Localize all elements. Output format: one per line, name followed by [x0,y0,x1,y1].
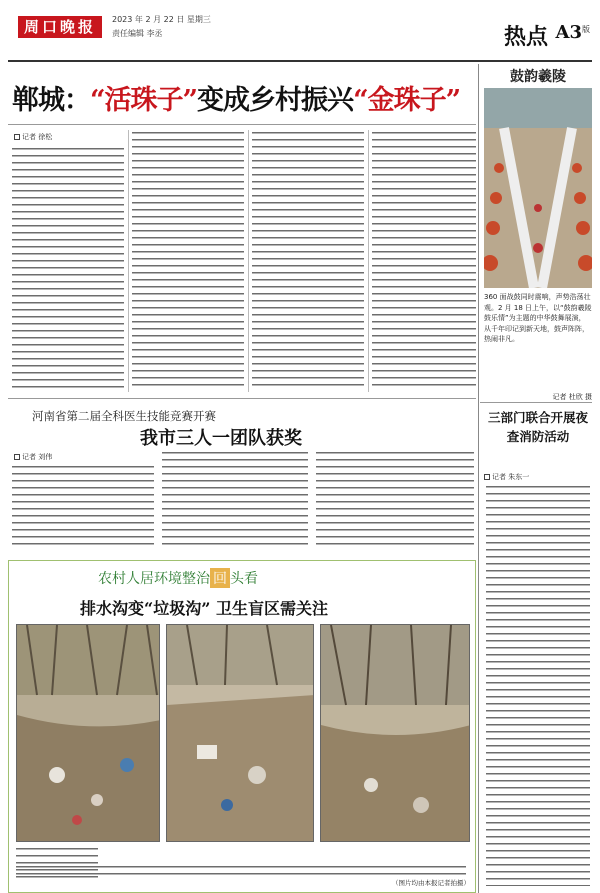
article-column [252,132,364,388]
headline-middle: 变成乡村振兴 [197,85,354,116]
feature-kicker-highlight: 回 [210,568,230,588]
sidebar-byline: 记者 朱东一 [484,472,529,482]
headline-prefix: 郸城： [12,85,90,116]
divider [8,124,476,125]
divider [8,398,476,399]
photo-ditch-2 [166,624,314,842]
ditch-photo-graphic [167,625,314,842]
page-number: A3 [555,22,582,43]
article-column [162,452,308,550]
editor-credit: 责任编辑 李丞 [112,29,163,38]
column-rule [248,130,249,392]
sidebar-article-text [486,486,590,886]
sidebar-title: 鼓韵羲陵 [510,69,566,85]
main-byline: 记者 徐松 [14,132,52,142]
byline-box-icon [14,134,20,140]
second-byline: 记者 刘伟 [14,452,52,462]
ditch-photo-graphic [321,625,470,842]
section-name: 热点 [503,24,548,50]
second-headline: 我市三人一团队获奖 [140,428,302,449]
main-headline [12,78,460,117]
sidebar-headline: 三部门联合开展夜查消防活动 [487,410,588,444]
feature-headline: 排水沟变“垃圾沟” 卫生盲区需关注 [80,599,328,618]
issue-date: 2023 年 2 月 22 日 星期三 [112,15,211,24]
newspaper-logo: 周口晚报 [18,16,102,38]
column-rule [368,130,369,392]
headline-quote-2: “金珠子” [353,85,461,116]
photo-credit: （图片均由本报记者拍摄） [392,879,470,887]
drum-photo-graphic [484,88,592,288]
article-column [316,452,474,550]
article-column [12,148,124,388]
article-column [372,132,476,388]
byline-box-icon [484,474,490,480]
divider [480,402,592,403]
page-suffix: 版 [582,25,590,34]
feature-kicker: 农村人居环境整治 回 头看 [98,568,258,588]
column-rule [128,130,129,392]
feature-text [16,866,466,878]
ditch-photo-graphic [17,625,160,842]
photo-ditch-1 [16,624,160,842]
sidebar-rule [478,64,479,893]
sidebar-caption: 360 面战鼓同时震响，声势浩荡壮观。2 月 18 日上午，以“鼓韵羲陵鼓乐情”为主题的中华鼓舞展演，从千年印记到新天地，鼓声阵阵，热闹非凡。 [484,293,592,343]
masthead [8,6,592,62]
article-column [132,132,244,388]
article-column [12,466,154,550]
headline-quote-1: “活珠子” [90,85,198,116]
sidebar-photo-credit: 记者 杜欣 摄 [552,393,592,401]
drum-photo [484,88,592,288]
second-kicker: 河南省第二届全科医生技能竞赛开赛 [32,409,216,423]
photo-ditch-3 [320,624,470,842]
byline-box-icon [14,454,20,460]
